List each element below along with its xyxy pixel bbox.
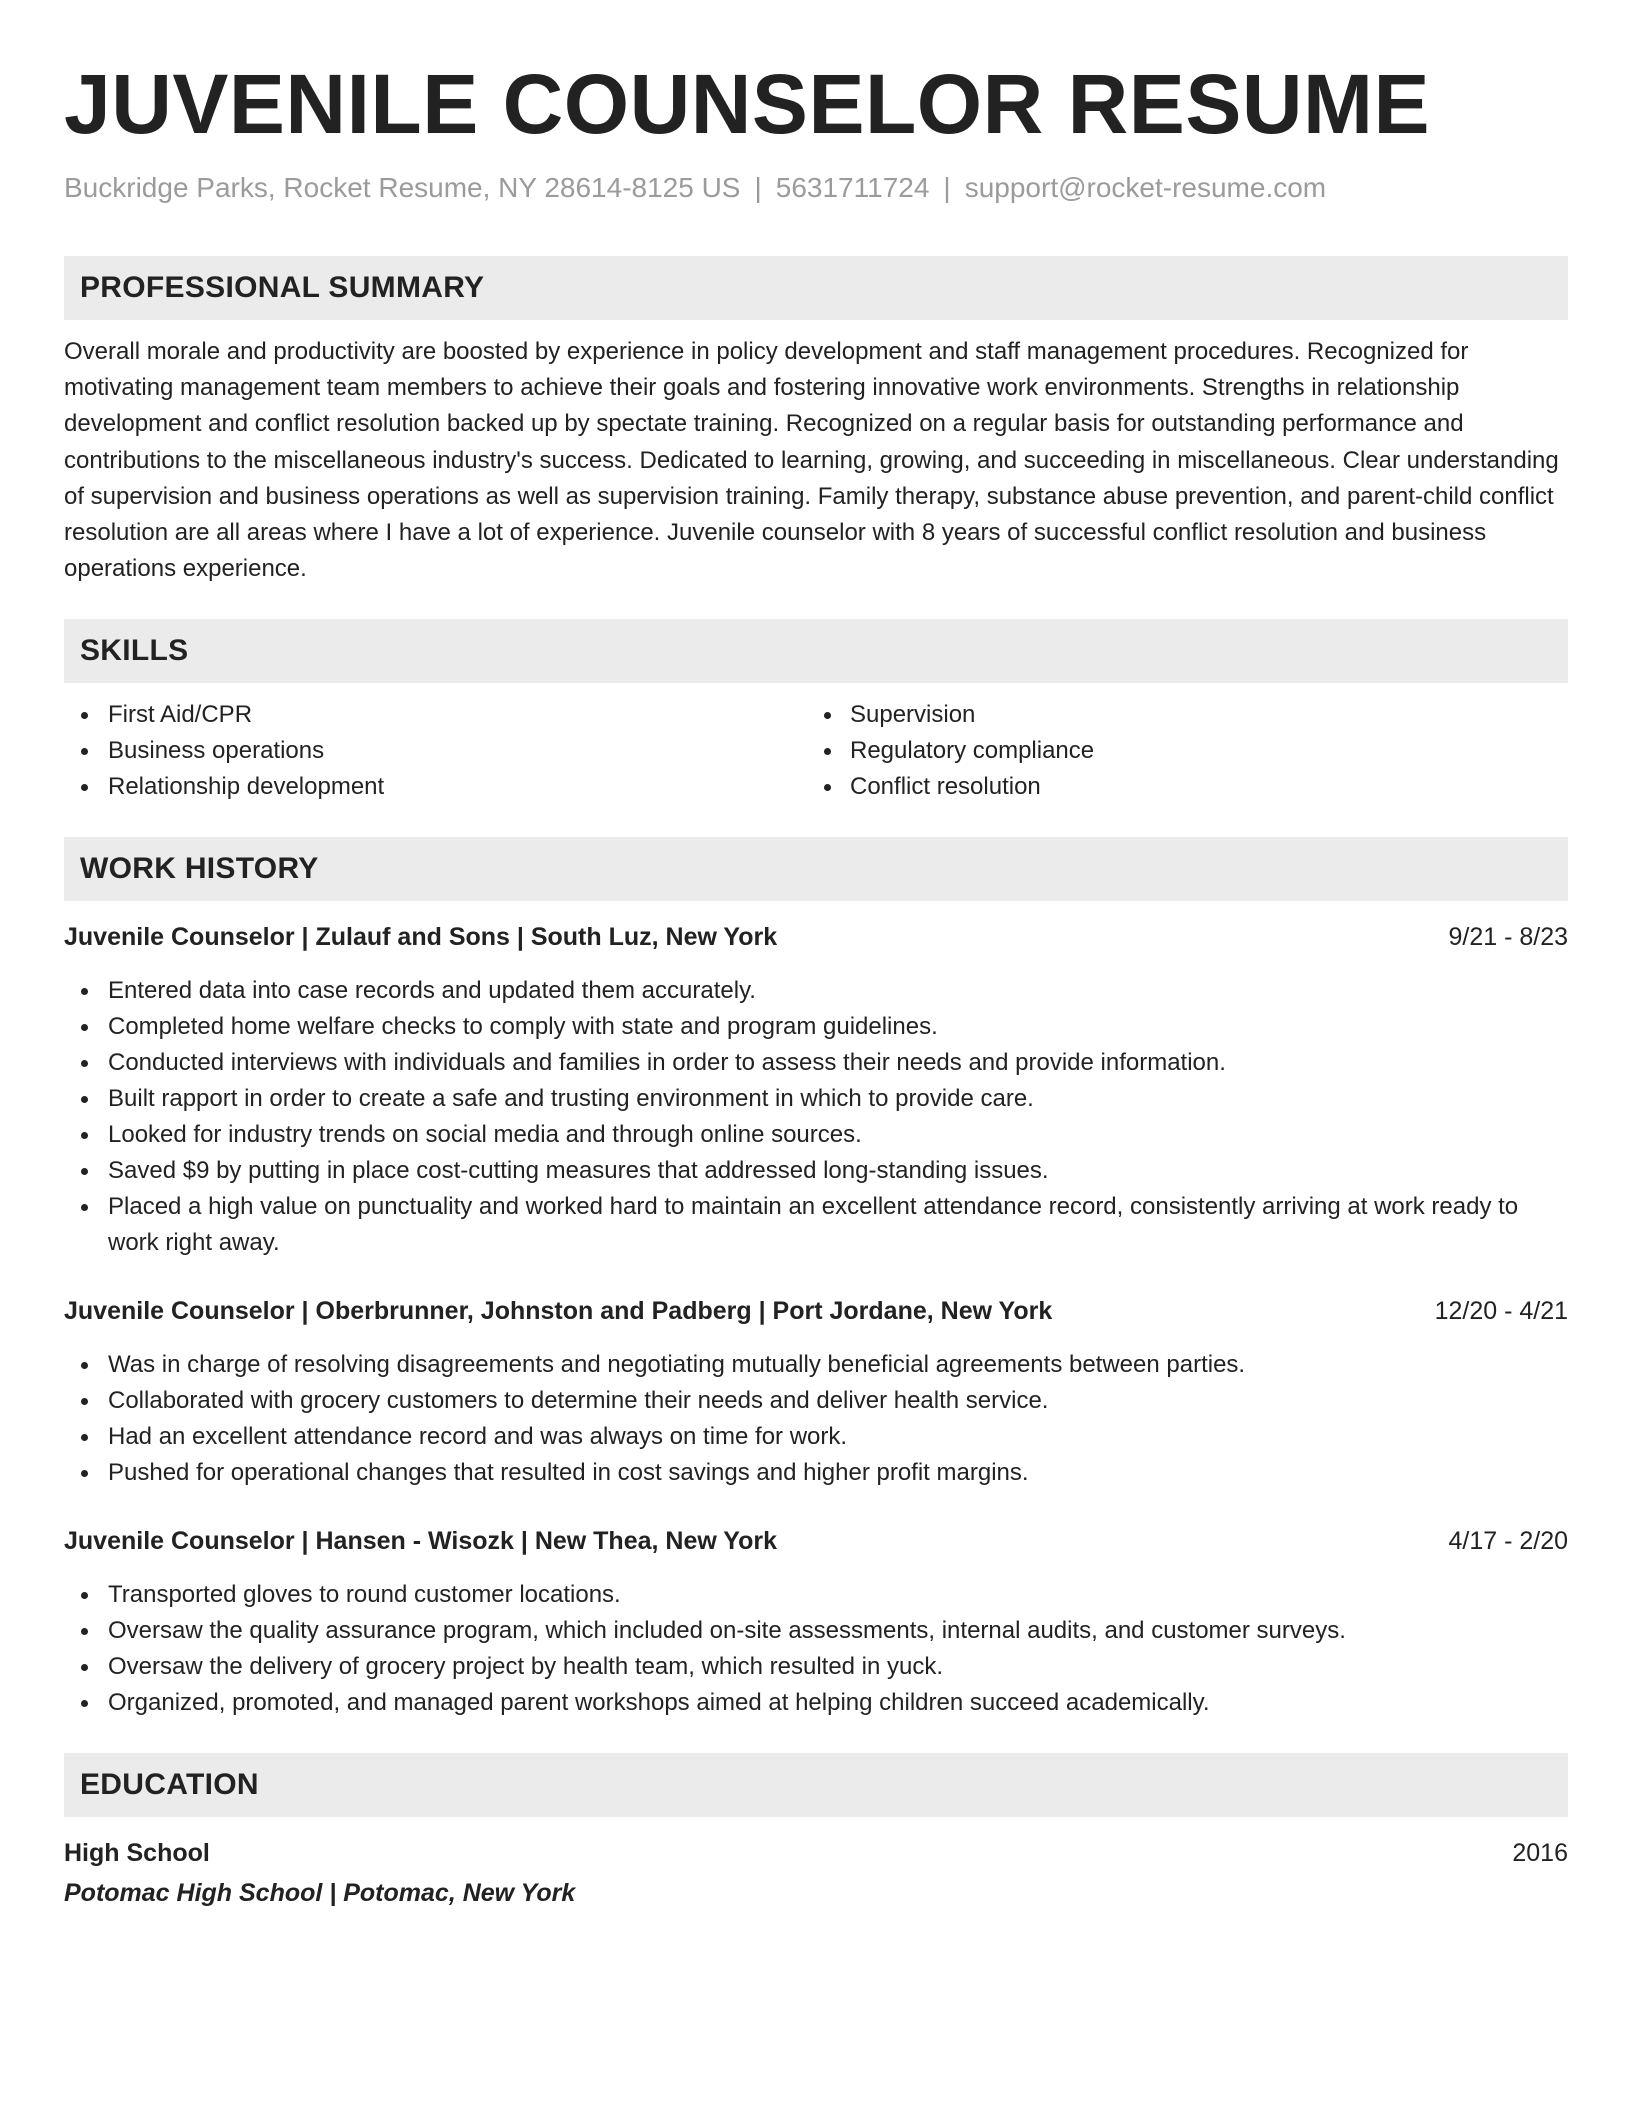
work-section-header bbox=[64, 837, 1568, 901]
job-bullet: Conducted interviews with individuals and families in order to assess their needs and provide information. bbox=[64, 1045, 1568, 1081]
contact-phone: 5631711724 bbox=[775, 172, 930, 203]
contact-separator: | bbox=[754, 172, 762, 203]
job-bullet: Had an excellent attendance record and was always on time for work. bbox=[64, 1419, 1568, 1455]
job-bullet: Entered data into case records and updated them accurately. bbox=[64, 973, 1568, 1009]
summary-text: Overall morale and productivity are boosted by experience in policy development and staff management procedures. Recognized for motivating management team members to achieve their goals and fostering innovative work environments. Strengths in relationship development and conflict resolution backed up by spectate training. Recognized on a regular basis for outstanding performance and contributions to the miscellaneous industry's success. Dedicated to learning, growing, and succeeding in miscellaneous. Clear understanding of supervision and business operations as well as supervision training. Family therapy, substance abuse prevention, and parent-child conflict resolution are all areas where I have a lot of experience. Juvenile counselor with 8 years of successful conflict resolution and business operations experience. bbox=[64, 338, 1559, 583]
job-bullet: Was in charge of resolving disagreements and negotiating mutually beneficial agreements between parties. bbox=[64, 1347, 1568, 1383]
skill-item: Supervision bbox=[816, 697, 1568, 733]
contact-separator: | bbox=[943, 172, 951, 203]
job-entry bbox=[64, 1293, 1568, 1491]
summary-heading: PROFESSIONAL SUMMARY bbox=[80, 271, 485, 304]
job-bullet: Oversaw the delivery of grocery project by health team, which resulted in yuck. bbox=[64, 1649, 1568, 1685]
summary-section-header bbox=[64, 256, 1568, 320]
skill-item: Relationship development bbox=[64, 769, 816, 805]
contact-line bbox=[64, 170, 1568, 206]
resume-title: JUVENILE COUNSELOR RESUME bbox=[64, 57, 1431, 151]
education-entry bbox=[64, 1835, 1568, 1911]
education-section-header bbox=[64, 1753, 1568, 1817]
education-school: Potomac High School | Potomac, New York bbox=[64, 1879, 576, 1908]
job-bullets bbox=[64, 1347, 1568, 1491]
education-degree: High School bbox=[64, 1839, 210, 1868]
job-bullets bbox=[64, 1577, 1568, 1721]
skill-item: Business operations bbox=[64, 733, 816, 769]
job-bullet: Saved $9 by putting in place cost-cutting measures that addressed long-standing issues. bbox=[64, 1153, 1568, 1189]
work-heading: WORK HISTORY bbox=[80, 852, 319, 886]
job-bullet: Transported gloves to round customer locations. bbox=[64, 1577, 1568, 1613]
skill-item: Conflict resolution bbox=[816, 769, 1568, 805]
job-bullet: Oversaw the quality assurance program, which included on-site assessments, internal audits, and customer surveys. bbox=[64, 1613, 1568, 1649]
job-dates: 4/17 - 2/20 bbox=[1448, 1527, 1568, 1556]
contact-email[interactable]: support@rocket-resume.com bbox=[964, 172, 1327, 203]
job-bullet: Collaborated with grocery customers to determine their needs and deliver health service. bbox=[64, 1383, 1568, 1419]
job-title: Juvenile Counselor | Zulauf and Sons | South Luz, New York bbox=[64, 923, 778, 952]
education-header bbox=[64, 1835, 1568, 1871]
job-bullet: Built rapport in order to create a safe and trusting environment in which to provide care. bbox=[64, 1081, 1568, 1117]
job-bullet: Organized, promoted, and managed parent workshops aimed at helping children succeed academically. bbox=[64, 1685, 1568, 1721]
job-dates: 12/20 - 4/21 bbox=[1434, 1297, 1568, 1326]
job-header bbox=[64, 1523, 1568, 1559]
skills-column-right bbox=[816, 697, 1568, 805]
education-year: 2016 bbox=[1512, 1839, 1568, 1868]
job-bullet: Looked for industry trends on social media and through online sources. bbox=[64, 1117, 1568, 1153]
job-title: Juvenile Counselor | Hansen - Wisozk | New Thea, New York bbox=[64, 1527, 778, 1556]
skills-section-header bbox=[64, 619, 1568, 683]
skills-column-left bbox=[64, 697, 816, 805]
job-entry bbox=[64, 1523, 1568, 1721]
job-header bbox=[64, 919, 1568, 955]
job-header bbox=[64, 1293, 1568, 1329]
job-bullets bbox=[64, 973, 1568, 1261]
job-entry bbox=[64, 919, 1568, 1261]
education-heading: EDUCATION bbox=[80, 1768, 259, 1802]
job-bullet: Placed a high value on punctuality and worked hard to maintain an excellent attendance record, consistently arriving at work ready to work right away. bbox=[64, 1189, 1568, 1261]
skill-item: First Aid/CPR bbox=[64, 697, 816, 733]
contact-address: Buckridge Parks, Rocket Resume, NY 28614-8125 US bbox=[64, 172, 741, 203]
job-bullet: Pushed for operational changes that resulted in cost savings and higher profit margins. bbox=[64, 1455, 1568, 1491]
job-dates: 9/21 - 8/23 bbox=[1448, 923, 1568, 952]
skill-item: Regulatory compliance bbox=[816, 733, 1568, 769]
skills-heading: SKILLS bbox=[80, 634, 189, 668]
job-title: Juvenile Counselor | Oberbrunner, Johnston and Padberg | Port Jordane, New York bbox=[64, 1297, 1053, 1326]
skills-list bbox=[64, 697, 1568, 805]
job-bullet: Completed home welfare checks to comply with state and program guidelines. bbox=[64, 1009, 1568, 1045]
